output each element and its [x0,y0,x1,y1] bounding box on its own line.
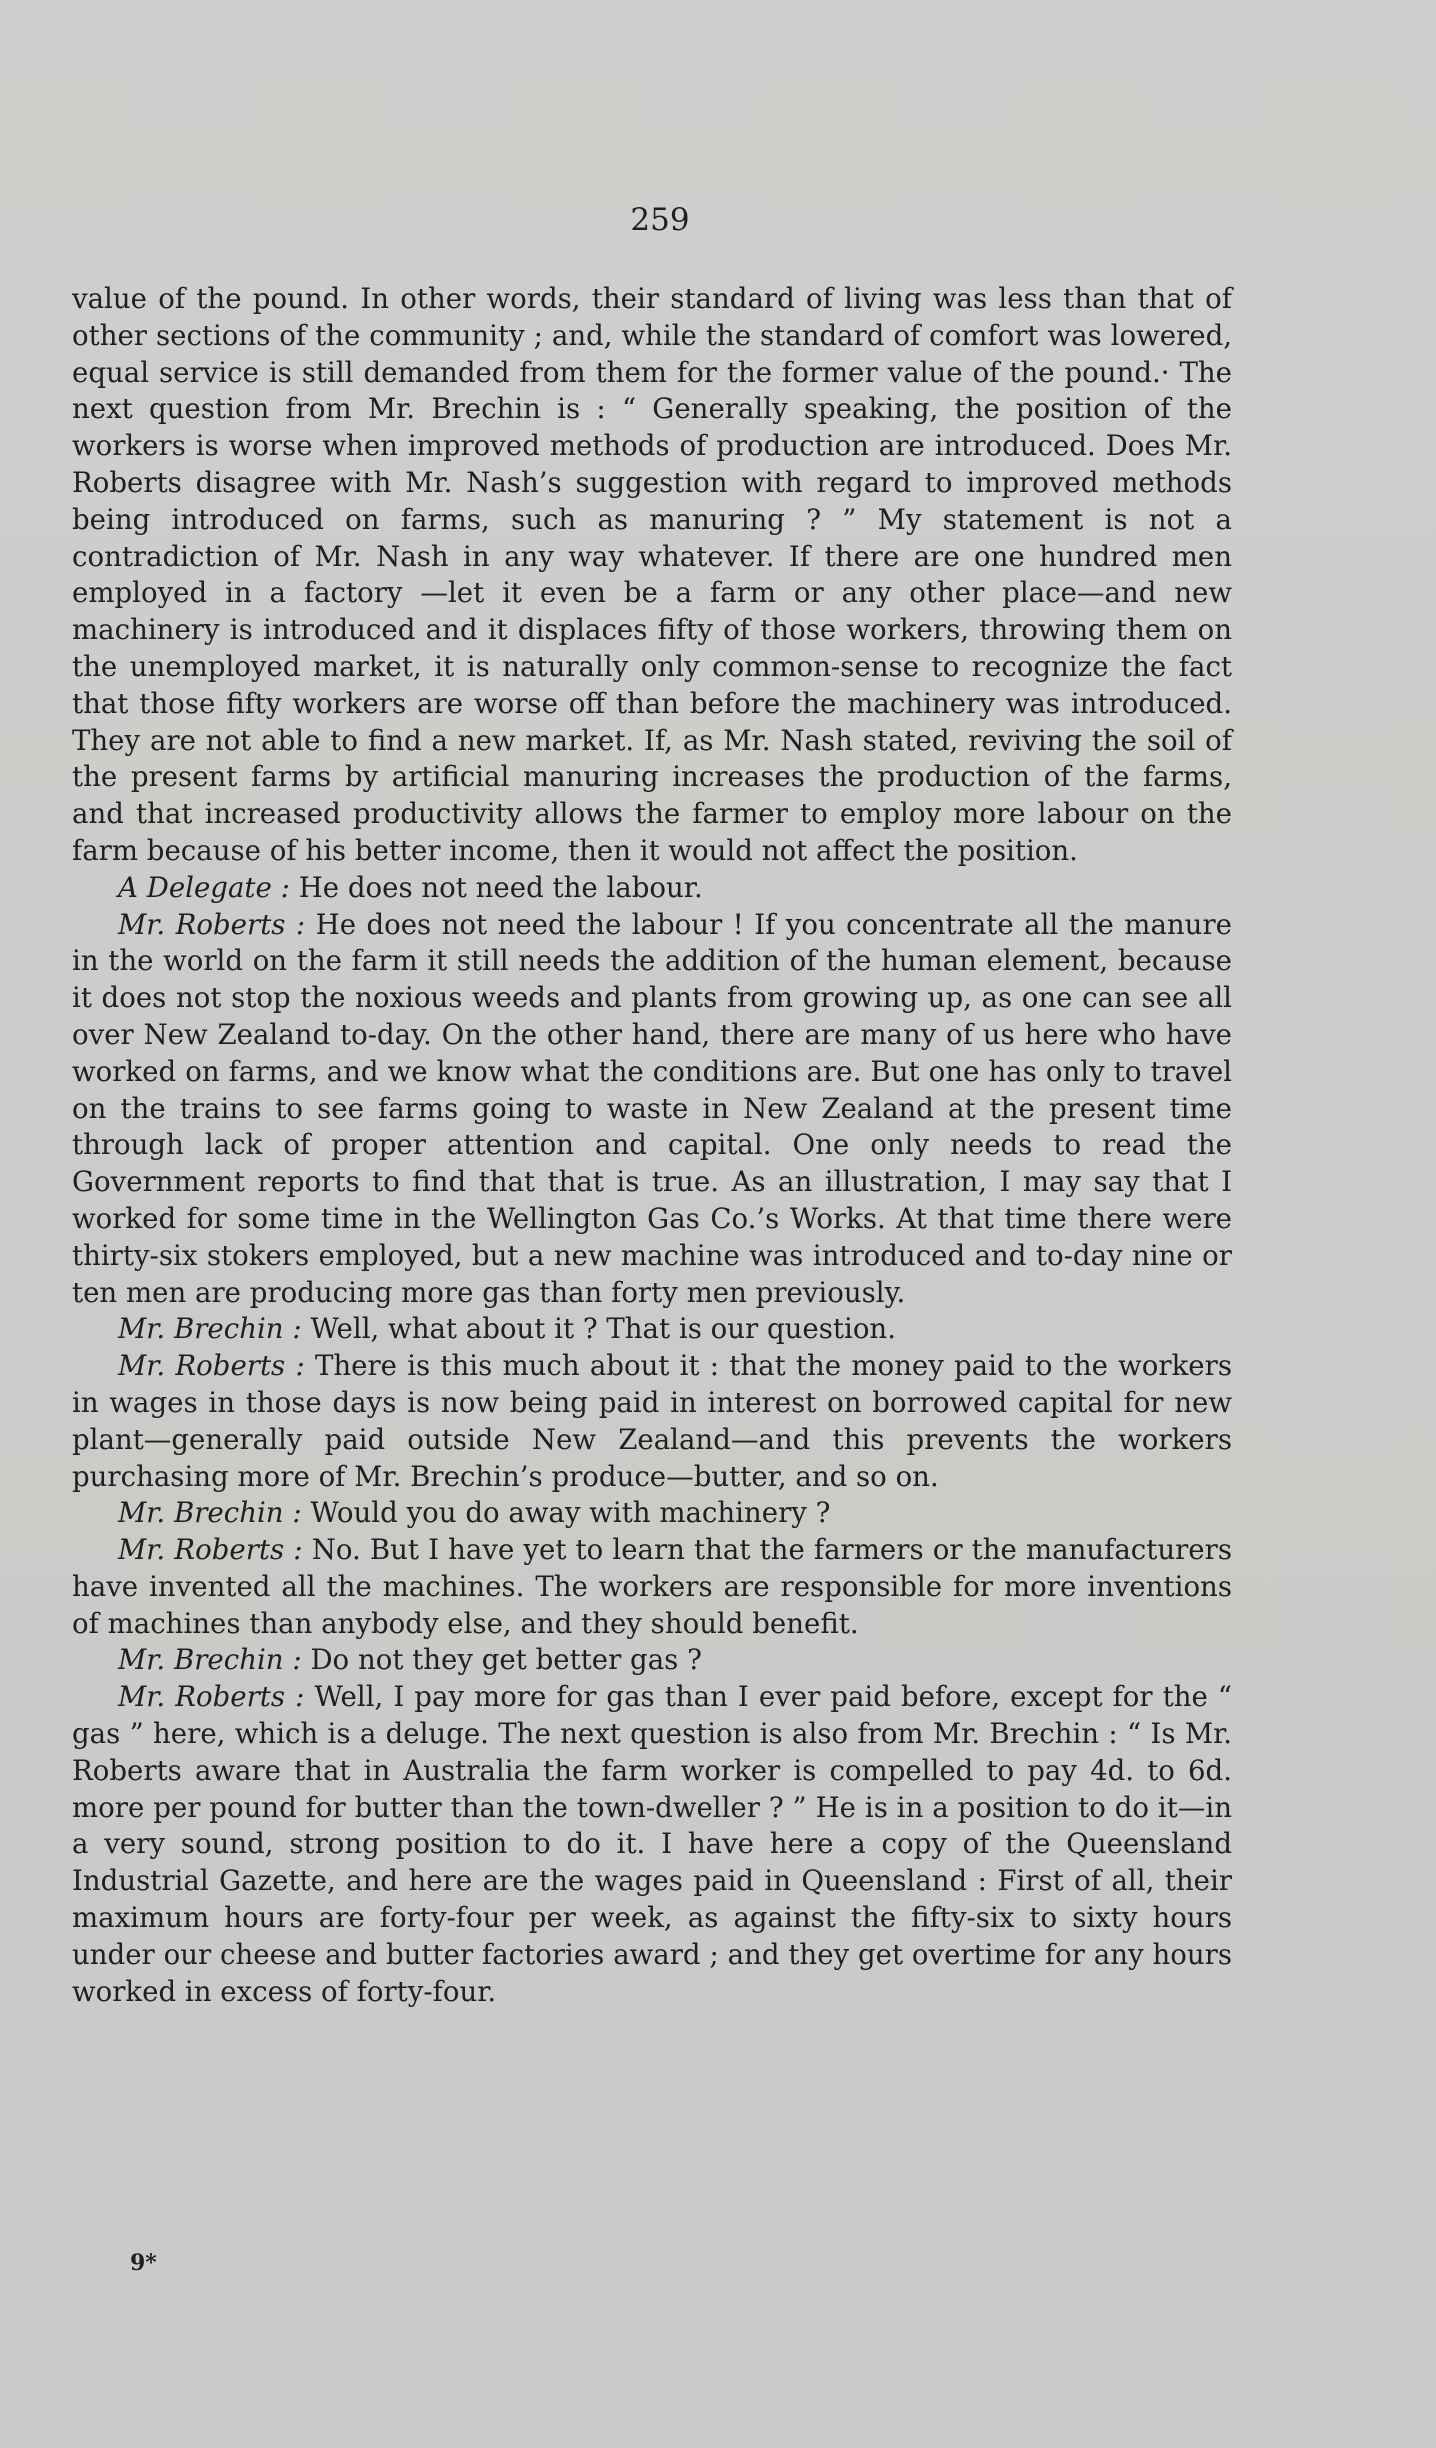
speaker-name: Mr. Brechin : [118,1312,302,1346]
speaker-name: Mr. Roberts : [118,1680,305,1714]
paragraph-opening [72,281,1232,870]
paragraph-text: No. But I have yet to learn that the farmers or the manufacturers have invented all the machines. The workers are responsible for more inventions of machines than anybody else, and they should benefit. [72,1533,1232,1640]
speaker-name: Mr. Roberts : [118,907,306,941]
speaker-name: A Delegate : [118,870,290,904]
paragraph-brechin [72,1495,1232,1532]
paragraph-text: He does not need the labour ! If you concentrate all the manure in the world on the farm it still needs the addition of the human element, because it does not stop the noxious weeds and plants from growing up, as one can see all over New Zealand to-day. On the other hand, there are many of us here who have worked on farms, and we know what the conditions are. But one has only to travel on the trains to see farms going to waste in New Zealand at the present time through lack of proper attention and capital. One only needs to read the Government reports to find that that is true. As an illustration, I may say that I worked for some time in the Wellington Gas Co.’s Works. At that time there were thirty-six stokers employed, but a new machine was introduced and to-day nine or ten men are producing more gas than forty men previously. [72,907,1232,1309]
paragraph-text: Well, what about it ? That is our question. [310,1312,896,1346]
paragraph-roberts [72,1348,1232,1495]
paragraph-roberts [72,1679,1232,2010]
paragraph-text: Well, I pay more for gas than I ever paid before, except for the “ gas ” here, which is a deluge. The next question is also from Mr. Brechin : “ Is Mr. Roberts aware that in Australia the farm worker is compelled to pay 4d. to 6d. more per pound for butter than the town-dweller ? ” He is in a position to do it—in a very sound, strong position to do it. I have here a copy of the Queensland Industrial Gazette, and here are the wages paid in Queensland : First of all, their maximum hours are forty-four per week, as against the fifty-six to sixty hours under our cheese and butter factories award ; and they get overtime for any hours worked in excess of forty-four. [72,1680,1232,2008]
paragraph-text: There is this much about it : that the money paid to the workers in wages in those days is now being paid in interest on borrowed capital for new plant—generally paid outside New Zealand—and this prevents the workers purchasing more of Mr. Brechin’s produce—butter, and so on. [72,1349,1232,1493]
paragraph-text: He does not need the labour. [298,870,703,904]
speaker-name: Mr. Roberts : [118,1349,305,1383]
paragraph-brechin [72,1311,1232,1348]
page-number: 259 [630,202,690,238]
paragraph-roberts [72,1532,1232,1642]
signature-mark: 9* [130,2250,157,2276]
speaker-name: Mr. Brechin : [118,1496,302,1530]
speaker-name: Mr. Brechin : [118,1643,302,1677]
paragraph-brechin [72,1642,1232,1679]
paragraph-roberts [72,907,1232,1312]
speaker-name: Mr. Roberts : [118,1533,303,1567]
body-text [72,281,1232,2010]
paragraph-text: value of the pound. In other words, their standard of living was less than that of other sections of the community ; and, while the standard of comfort was lowered, equal service is still demanded from them for the former value of the pound.· The next question from Mr. Brechin is : “ Generally speaking, the position of the workers is worse when improved methods of production are introduced. Does Mr. Roberts disagree with Mr. Nash’s suggestion with regard to improved methods being introduced on farms, such as manuring ? ” My statement is not a contradiction of Mr. Nash in any way whatever. If there are one hundred men employed in a factory —let it even be a farm or any other place—and new machinery is introduced and it displaces fifty of those workers, throwing them on the unemployed market, it is naturally only common-sense to recognize the fact that those fifty workers are worse off than before the machinery was introduced. They are not able to find a new market. If, as Mr. Nash stated, reviving the soil of the present farms by artificial manuring increases the production of the farms, and that increased productivity allows the farmer to employ more labour on the farm because of his better income, then it would not affect the position. [72,282,1232,867]
paragraph-text: Would you do away with machinery ? [310,1496,831,1530]
paragraph-text: Do not they get better gas ? [310,1643,702,1677]
paragraph-delegate [72,870,1232,907]
